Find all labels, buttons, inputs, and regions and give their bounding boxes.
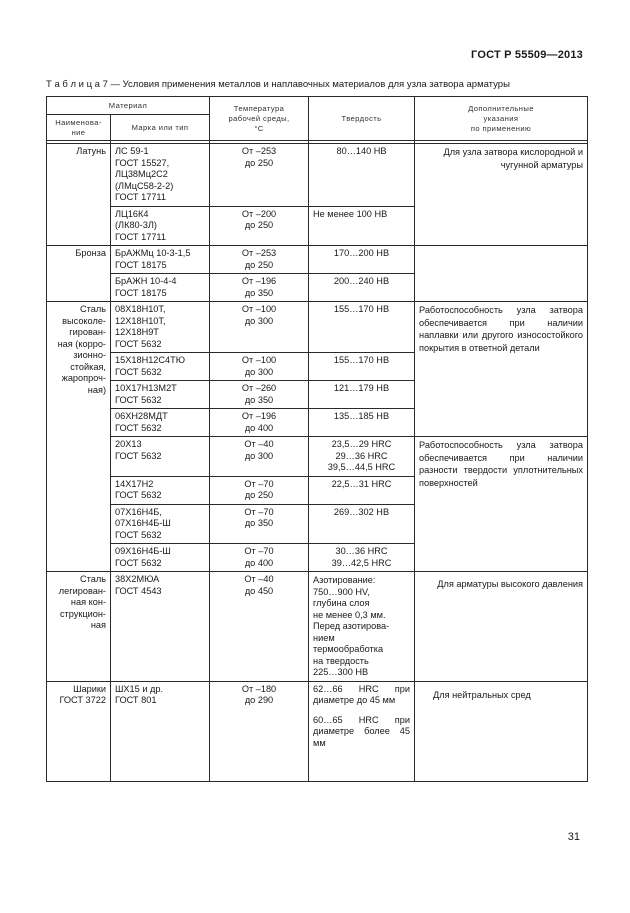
hardness-cell: 121…179 НВ: [309, 381, 415, 409]
hardness-cell: 22,5…31 HRC: [309, 476, 415, 504]
grade-cell: БрАЖН 10-4-4 ГОСТ 18175: [111, 274, 210, 302]
material-name: Сталь легирован- ная кон- струкцион- ная: [47, 572, 111, 682]
hardness-line: 60…65 HRC при диаметре более 45 мм: [313, 714, 410, 748]
grade-cell: 08Х18Н10Т, 12Х18Н10Т, 12Х18Н9Т ГОСТ 5632: [111, 302, 210, 353]
usage-note: Для нейтральных сред: [415, 681, 588, 781]
hardness-line: 62…66 HRC при диаметре до 45 мм: [313, 683, 410, 705]
temperature-cell: От –40 до 300: [210, 437, 309, 477]
header-temperature: Температура рабочей среды, °С: [210, 97, 309, 141]
materials-table: [46, 96, 588, 782]
header-material: Материал: [47, 97, 210, 115]
hardness-cell: 23,5…29 HRC 29…36 HRC 39,5…44,5 HRC: [309, 437, 415, 477]
hardness-cell: 30…36 HRC 39…42,5 HRC: [309, 544, 415, 572]
header-row: [47, 97, 588, 115]
temperature-cell: От –100 до 300: [210, 302, 309, 353]
table-row: [47, 437, 588, 477]
grade-cell: ШХ15 и др. ГОСТ 801: [111, 681, 210, 781]
hardness-cell: 155…170 НВ: [309, 302, 415, 353]
grade-cell: 06ХН28МДТ ГОСТ 5632: [111, 409, 210, 437]
grade-cell: 15Х18Н12С4ТЮ ГОСТ 5632: [111, 353, 210, 381]
table-row: [47, 302, 588, 353]
grade-cell: 09Х16Н4Б-Ш ГОСТ 5632: [111, 544, 210, 572]
material-name: Бронза: [47, 246, 111, 302]
grade-cell: ЛС 59-1 ГОСТ 15527, ЛЦ38Мц2С2 (ЛМцС58-2-2) ГОСТ 17711: [111, 144, 210, 207]
grade-cell: 07Х16Н4Б, 07Х16Н4Б-Ш ГОСТ 5632: [111, 504, 210, 544]
header-grade: Марка или тип: [111, 115, 210, 141]
temperature-cell: От –196 до 350: [210, 274, 309, 302]
hardness-cell: Не менее 100 НВ: [309, 206, 415, 246]
grade-cell: 14Х17Н2 ГОСТ 5632: [111, 476, 210, 504]
hardness-cell: 200…240 НВ: [309, 274, 415, 302]
hardness-cell: [309, 681, 415, 781]
hardness-cell: 170…200 НВ: [309, 246, 415, 274]
table-row: [47, 572, 588, 682]
usage-note-empty: [415, 246, 588, 302]
header-name: Наименова- ние: [47, 115, 111, 141]
table-row: [47, 681, 588, 781]
grade-cell: 38Х2МЮА ГОСТ 4543: [111, 572, 210, 682]
temperature-cell: От –40 до 450: [210, 572, 309, 682]
grade-cell: 10Х17Н13М2Т ГОСТ 5632: [111, 381, 210, 409]
usage-note: Работоспособность узла затвора обеспечивается при наличии разности твердости уплотнительных поверхностей: [415, 437, 588, 572]
usage-note: Для узла затвора кислородной и чугунной арматуры: [415, 144, 588, 246]
temperature-cell: От –70 до 250: [210, 476, 309, 504]
temperature-cell: От –70 до 400: [210, 544, 309, 572]
grade-cell: ЛЦ16К4 (ЛК80-3Л) ГОСТ 17711: [111, 206, 210, 246]
material-name: Шарики ГОСТ 3722: [47, 681, 111, 781]
table-row: [47, 144, 588, 207]
header-notes: Дополнительные указания по применению: [415, 97, 588, 141]
material-name: Латунь: [47, 144, 111, 246]
temperature-cell: От –70 до 350: [210, 504, 309, 544]
usage-note: Для арматуры высокого давления: [415, 572, 588, 682]
header-hardness: Твердость: [309, 97, 415, 141]
temperature-cell: От –100 до 300: [210, 353, 309, 381]
grade-cell: БрАЖМц 10-3-1,5 ГОСТ 18175: [111, 246, 210, 274]
temperature-cell: От –180 до 290: [210, 681, 309, 781]
temperature-cell: От –200 до 250: [210, 206, 309, 246]
temperature-cell: От –253 до 250: [210, 246, 309, 274]
grade-cell: 20Х13 ГОСТ 5632: [111, 437, 210, 477]
hardness-cell: 269…302 НВ: [309, 504, 415, 544]
table-caption: Т а б л и ц а 7 — Условия применения металлов и наплавочных материалов для узла затвора арматуры: [46, 79, 510, 90]
page-number: 31: [567, 831, 580, 843]
temperature-cell: От –196 до 400: [210, 409, 309, 437]
document-code: ГОСТ Р 55509—2013: [471, 49, 583, 61]
hardness-cell: 155…170 НВ: [309, 353, 415, 381]
usage-note: Работоспособность узла затвора обеспечивается при наличии наплавки или другого износостойкого покрытия в ответной детали: [415, 302, 588, 437]
hardness-cell: 135…185 НВ: [309, 409, 415, 437]
material-name: Сталь высоколе- гирован- ная (корро- зионно- стойкая, жаропроч- ная): [47, 302, 111, 572]
hardness-cell: 80…140 НВ: [309, 144, 415, 207]
hardness-cell: Азотирование: 750…900 HV, глубина слоя не менее 0,3 мм. Перед азотирова- нием термообработка на твердость 225…300 НВ: [309, 572, 415, 682]
table-row: [47, 246, 588, 274]
temperature-cell: От –260 до 350: [210, 381, 309, 409]
temperature-cell: От –253 до 250: [210, 144, 309, 207]
